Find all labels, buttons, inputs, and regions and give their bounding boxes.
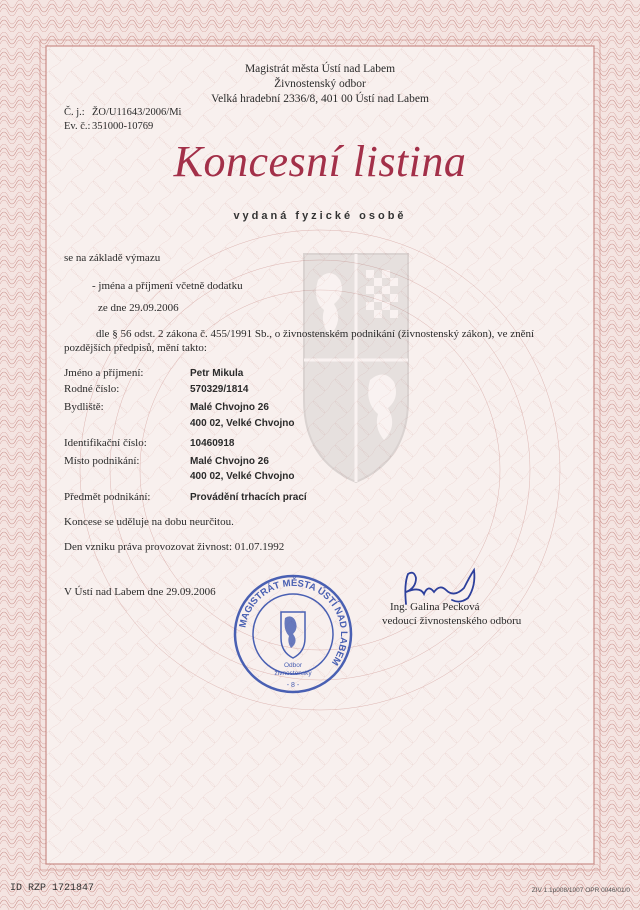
stamp-inner-line-1: Odbor xyxy=(283,662,303,669)
origin-date-note: Den vzniku práva provozovat živnost: 01.07.1992 xyxy=(64,541,285,553)
stamp-inner-line-2: živnostenský xyxy=(274,670,312,677)
business-place-line-1: Malé Chvojno 26 xyxy=(190,456,269,467)
stamp-outer-text: MAGISTRÁT MĚSTA ÚSTÍ NAD LABEM xyxy=(237,577,350,668)
issuer-address: Velká hradební 2336/8, 401 00 Ústí nad Labem xyxy=(211,93,429,105)
official-stamp xyxy=(231,572,355,696)
business-place-label: Místo podnikání: xyxy=(64,455,140,467)
issuer-department: Živnostenský odbor xyxy=(274,78,366,90)
ev-value: 351000-10769 xyxy=(92,121,154,132)
issuer-name: Magistrát města Ústí nad Labem xyxy=(244,63,396,75)
residence-line-2: 400 02, Velké Chvojno xyxy=(190,418,295,429)
law-reference-line-1: dle § 56 odst. 2 zákona č. 455/1991 Sb., o živnostenském podnikání (živnostenský zákon), ve znění xyxy=(96,328,535,340)
signatory-role: vedoucí živnostenského odboru xyxy=(382,615,522,627)
form-code: ZIV 1.1p008/1007 OPR 0046/01/0 xyxy=(531,887,630,894)
name-value: Petr Mikula xyxy=(190,368,244,379)
residence-line-1: Malé Chvojno 26 xyxy=(190,402,269,413)
document-body xyxy=(56,50,584,860)
cj-value: ŽO/U11643/2006/Mi xyxy=(92,107,182,118)
issuer-header xyxy=(56,62,584,107)
business-subject-label: Předmět podnikání: xyxy=(64,491,151,503)
intro-line-1: se na základě výmazu xyxy=(64,252,161,264)
registry-id: ID RZP 1721847 xyxy=(10,883,95,894)
validity-note: Koncese se uděluje na dobu neurčitou. xyxy=(64,516,234,528)
intro-line-3: ze dne 29.09.2006 xyxy=(98,302,179,314)
coat-of-arms-watermark xyxy=(300,250,412,486)
birth-number-label: Rodné číslo: xyxy=(64,383,120,395)
stamp-number: - 8 - xyxy=(286,682,300,689)
residence-label: Bydliště: xyxy=(64,401,104,413)
intro-line-2: - jména a příjmení včetně dodatku xyxy=(92,280,243,292)
business-place-line-2: 400 02, Velké Chvojno xyxy=(190,471,295,482)
ev-label: Ev. č.: xyxy=(64,121,91,132)
birth-number-value: 570329/1814 xyxy=(190,384,249,395)
law-reference-line-2: pozdějších předpisů, mění takto: xyxy=(64,342,207,354)
id-number-value: 10460918 xyxy=(190,438,235,449)
reference-cj xyxy=(64,106,181,119)
document-subtitle: vydaná fyzické osobě xyxy=(233,210,407,222)
name-label: Jméno a příjmení: xyxy=(64,367,144,379)
cj-label: Č. j.: xyxy=(64,107,85,118)
business-subject-value: Provádění trhacích prací xyxy=(190,492,307,503)
id-number-label: Identifikační číslo: xyxy=(64,437,147,449)
place-and-date: V Ústí nad Labem dne 29.09.2006 xyxy=(64,586,216,598)
signatory-name: Ing. Galina Pecková xyxy=(390,601,480,613)
reference-ev xyxy=(64,120,153,133)
document-title: Koncesní listina xyxy=(173,137,467,186)
